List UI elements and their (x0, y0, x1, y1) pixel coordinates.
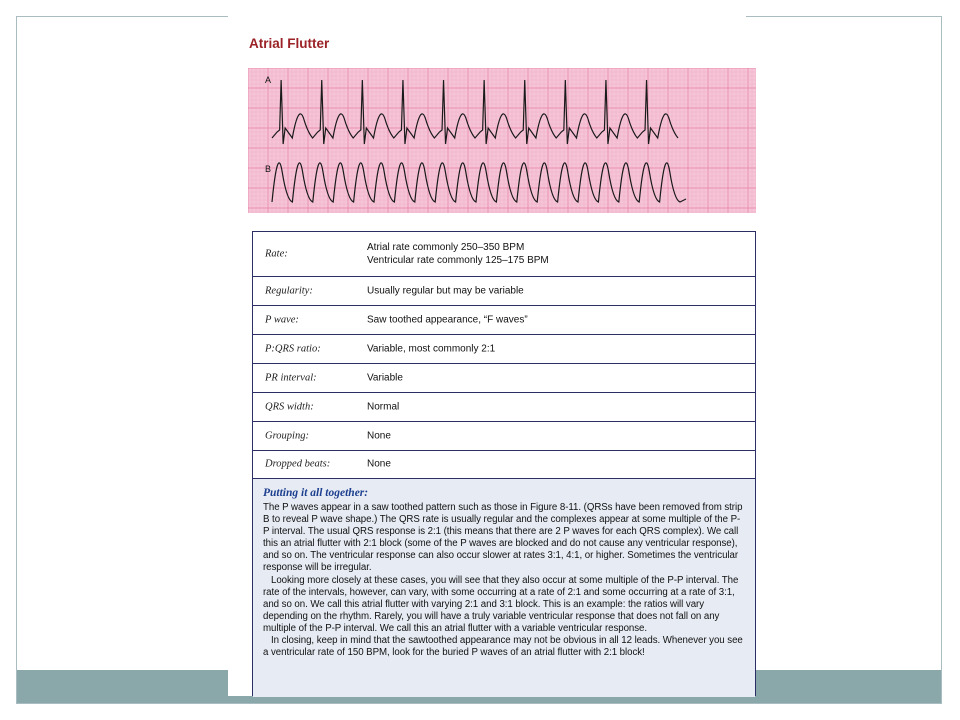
ecg-strips (248, 68, 756, 213)
row-label: Dropped beats: (265, 458, 331, 470)
ecg-svg (248, 68, 756, 213)
summary-box (253, 479, 755, 697)
row-label: Rate: (265, 248, 288, 260)
table-row-pr-interval (253, 364, 755, 393)
strip-label-a: A (265, 75, 272, 85)
row-label: PR interval: (265, 372, 317, 383)
strip-label-b: B (265, 164, 272, 174)
row-value: Saw toothed appearance, “F waves” (367, 314, 528, 325)
row-value: Usually regular but may be variable (367, 285, 524, 297)
row-value: Variable, most commonly 2:1 (367, 343, 496, 354)
summary-paragraph: The P waves appear in a saw toothed pattern such as those in Figure 8-11. (QRSs have been removed from strip B to reveal P wave shape.) The QRS rate is usually regular and the complexes appear at some multiple of the P-P interval. The usual QRS response is 2:1 (this means that there are 2 P waves for each QRS complex). We call this an atrial flutter with 2:1 block (some of the P waves are blocked and do not cause any ventricular response), and so on. The ventricular response can also occur slower at rates 3:1, 4:1, or higher. Sometimes the ventricular response will be irregular. (263, 502, 743, 574)
table-row-dropped-beats (253, 451, 755, 480)
row-label: P wave: (265, 314, 299, 325)
row-label: P:QRS ratio: (265, 343, 321, 354)
table-row-regularity (253, 277, 755, 306)
row-value-line: Ventricular rate commonly 125–175 BPM (367, 255, 549, 266)
row-value: Normal (367, 401, 400, 412)
row-value: None (367, 430, 391, 441)
row-value-line: Atrial rate commonly 250–350 BPM (367, 242, 525, 253)
summary-paragraph: Looking more closely at these cases, you will see that they also occur at some multiple of the P-P interval. The rate of the intervals, however, can vary, with some occurring at a rate of 2:1 and some occurring at a rate of 3:1, and so on. We call this atrial flutter with varying 2:1 and 3:1 block. This is an example: the ratios will vary depending on the rhythm. Rarely, you will have a truly variable ventricular response that does not fall on any multiple of the P-P interval. We call this an atrial flutter with a variable ventricular response. (263, 574, 739, 634)
table-row-pqrs-ratio (253, 335, 755, 364)
row-label: Grouping: (265, 430, 309, 441)
row-value: Variable (367, 372, 403, 383)
table-row-p-wave (253, 306, 755, 335)
row-value (367, 241, 549, 267)
row-value: None (367, 458, 391, 470)
summary-title: Putting it all together: (263, 487, 369, 499)
criteria-table (252, 231, 756, 696)
document-title: Atrial Flutter (249, 36, 330, 51)
table-row-grouping (253, 422, 755, 451)
row-label: QRS width: (265, 401, 314, 412)
table-row-rate (253, 232, 755, 277)
summary-paragraph: In closing, keep in mind that the sawtoothed appearance may not be obvious in all 12 leads. Whenever you see a ventricular rate of 150 BPM, look for the buried P waves of an atrial flutter with 2:1 block! (263, 635, 743, 659)
document-page (228, 0, 746, 696)
table-row-qrs-width (253, 393, 755, 422)
row-label: Regularity: (265, 285, 313, 297)
